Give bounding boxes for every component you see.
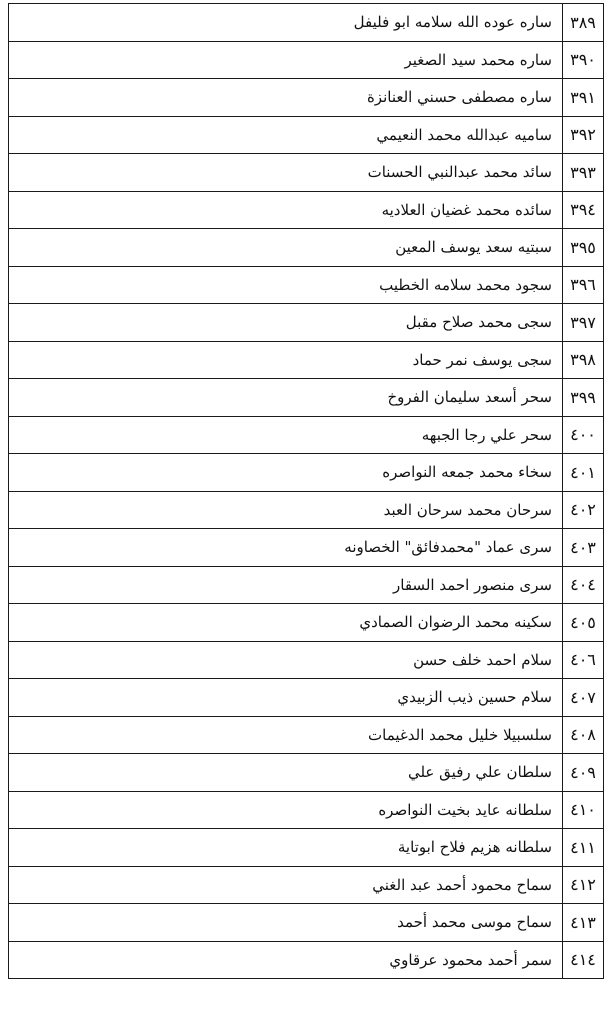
names-table-body [9, 4, 604, 979]
row-number: ٤٠١ [563, 454, 604, 492]
table-row [9, 454, 604, 492]
row-name: سماح محمود أحمد عبد الغني [9, 866, 563, 904]
row-number: ٤٠٨ [563, 716, 604, 754]
row-name: سلطانه عايد بخيت النواصره [9, 791, 563, 829]
row-number: ٤٠٢ [563, 491, 604, 529]
row-name: سلسبيلا خليل محمد الدغيمات [9, 716, 563, 754]
table-row [9, 41, 604, 79]
row-number: ٤٠٩ [563, 754, 604, 792]
table-row [9, 604, 604, 642]
row-name: سمر أحمد محمود عرقاوي [9, 941, 563, 979]
row-name: سائده محمد غضيان العلاديه [9, 191, 563, 229]
row-number: ٣٩٩ [563, 379, 604, 417]
row-name: سحر أسعد سليمان الفروخ [9, 379, 563, 417]
row-name: سبتيه سعد يوسف المعين [9, 229, 563, 267]
row-name: سرى منصور احمد السقار [9, 566, 563, 604]
row-name: سلطان علي رفيق علي [9, 754, 563, 792]
row-name: ساره محمد سيد الصغير [9, 41, 563, 79]
table-row [9, 191, 604, 229]
table-row [9, 941, 604, 979]
row-number: ٤١٣ [563, 904, 604, 942]
row-number: ٤٠٣ [563, 529, 604, 567]
table-row [9, 491, 604, 529]
row-name: سائد محمد عبدالنبي الحسنات [9, 154, 563, 192]
names-table-container [8, 3, 604, 979]
table-row [9, 379, 604, 417]
row-number: ٣٩٨ [563, 341, 604, 379]
table-row [9, 641, 604, 679]
row-name: سلطانه هزيم فلاح ابوتاية [9, 829, 563, 867]
table-row [9, 829, 604, 867]
table-row [9, 716, 604, 754]
row-name: سلام احمد خلف حسن [9, 641, 563, 679]
row-name: سكينه محمد الرضوان الصمادي [9, 604, 563, 642]
row-number: ٣٩٢ [563, 116, 604, 154]
row-name: سرحان محمد سرحان العبد [9, 491, 563, 529]
table-row [9, 266, 604, 304]
row-name: سلام حسين ذيب الزبيدي [9, 679, 563, 717]
row-name: ساره عوده الله سلامه ابو فليفل [9, 4, 563, 42]
row-number: ٣٩٧ [563, 304, 604, 342]
row-number: ٤٠٦ [563, 641, 604, 679]
table-row [9, 304, 604, 342]
row-name: سجود محمد سلامه الخطيب [9, 266, 563, 304]
row-name: سحر علي رجا الجبهه [9, 416, 563, 454]
row-number: ٣٩٠ [563, 41, 604, 79]
row-name: سماح موسى محمد أحمد [9, 904, 563, 942]
row-number: ٤١٢ [563, 866, 604, 904]
row-number: ٣٩٦ [563, 266, 604, 304]
row-number: ٤٠٤ [563, 566, 604, 604]
table-row [9, 116, 604, 154]
row-number: ٣٩٤ [563, 191, 604, 229]
row-number: ٤١١ [563, 829, 604, 867]
table-row [9, 791, 604, 829]
names-table [8, 3, 604, 979]
table-row [9, 754, 604, 792]
row-name: ساميه عبدالله محمد النعيمي [9, 116, 563, 154]
table-row [9, 79, 604, 117]
table-row [9, 866, 604, 904]
table-row [9, 4, 604, 42]
row-name: سجى محمد صلاح مقبل [9, 304, 563, 342]
row-name: سرى عماد "محمدفائق" الخصاونه [9, 529, 563, 567]
table-row [9, 679, 604, 717]
row-number: ٤٠٠ [563, 416, 604, 454]
table-row [9, 154, 604, 192]
row-number: ٤٠٥ [563, 604, 604, 642]
table-row [9, 229, 604, 267]
table-row [9, 904, 604, 942]
table-row [9, 566, 604, 604]
row-number: ٣٩٥ [563, 229, 604, 267]
table-row [9, 341, 604, 379]
row-name: سخاء محمد جمعه النواصره [9, 454, 563, 492]
row-number: ٣٨٩ [563, 4, 604, 42]
row-number: ٣٩١ [563, 79, 604, 117]
row-name: سجى يوسف نمر حماد [9, 341, 563, 379]
row-name: ساره مصطفى حسني العنانزة [9, 79, 563, 117]
row-number: ٤٠٧ [563, 679, 604, 717]
table-row [9, 416, 604, 454]
row-number: ٤١٠ [563, 791, 604, 829]
row-number: ٣٩٣ [563, 154, 604, 192]
table-row [9, 529, 604, 567]
row-number: ٤١٤ [563, 941, 604, 979]
